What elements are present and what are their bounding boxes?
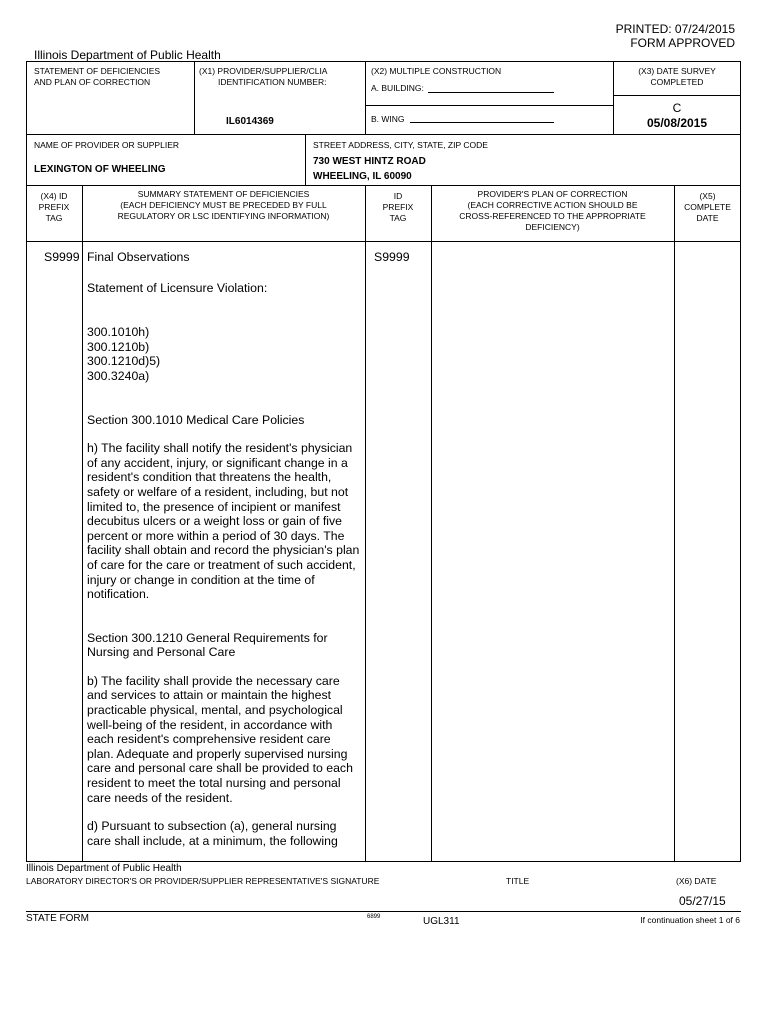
text-line: of care for the care or treatment of such accident, — [87, 557, 356, 572]
x6-date-value: 05/27/15 — [679, 894, 726, 908]
id-tag: S9999 — [374, 250, 410, 264]
provider-name-label: NAME OF PROVIDER OR SUPPLIER — [34, 140, 179, 150]
plan-label-3: CROSS-REFERENCED TO THE APPROPRIATE — [459, 211, 646, 221]
licensure-statement: Statement of Licensure Violation: — [87, 280, 268, 295]
code-item: 300.1210d)5) — [87, 354, 161, 369]
text-line: Nursing and Personal Care — [87, 645, 236, 660]
x2-label: (X2) MULTIPLE CONSTRUCTION — [371, 66, 502, 76]
address-label: STREET ADDRESS, CITY, STATE, ZIP CODE — [313, 140, 488, 150]
provider-name: LEXINGTON OF WHEELING — [34, 164, 166, 175]
plan-label-1: PROVIDER'S PLAN OF CORRECTION — [477, 189, 628, 199]
id-label-1: ID — [393, 191, 403, 201]
section-title: Section 300.1010 Medical Care Policies — [87, 412, 305, 427]
printed-date: PRINTED: 07/24/2015 — [615, 22, 735, 36]
text-line: care shall include, at a minimum, the following — [87, 833, 338, 848]
deficiency-text — [87, 250, 363, 848]
continuation-sheet: If continuation sheet 1 of 6 — [640, 915, 740, 925]
summary-label-3: REGULATORY OR LSC IDENTIFYING INFORMATION) — [117, 211, 330, 221]
x4-label-3: TAG — [45, 213, 63, 223]
agency-name: Illinois Department of Public Health — [34, 48, 221, 62]
paragraph-h — [87, 441, 363, 602]
signature-label: LABORATORY DIRECTOR'S OR PROVIDER/SUPPLIER REPRESENTATIVE'S SIGNATURE — [26, 876, 380, 886]
text-line: limited to, the presence of incipient or manifest — [87, 499, 341, 514]
title-label: TITLE — [506, 876, 530, 886]
x3-label-2: COMPLETED — [650, 77, 704, 87]
x5-label-1: (X5) — [699, 191, 716, 201]
footer-agency: Illinois Department of Public Health — [26, 863, 182, 874]
code-item: 300.1210b) — [87, 339, 150, 354]
id-label-2: PREFIX — [382, 202, 414, 212]
wing-label: B. WING — [371, 114, 405, 124]
code-list — [87, 325, 363, 383]
footer-rule — [26, 911, 741, 912]
event-id: UGL311 — [423, 916, 460, 927]
x3-code: C — [672, 101, 682, 115]
id-label-3: TAG — [389, 213, 407, 223]
section-title — [87, 631, 363, 660]
provider-id: IL6014369 — [226, 116, 274, 127]
x1-label-2: IDENTIFICATION NUMBER: — [218, 77, 327, 87]
address-line-2: WHEELING, IL 60090 — [313, 171, 412, 182]
summary-label-2: (EACH DEFICIENCY MUST BE PRECEDED BY FULL — [120, 200, 327, 210]
wing-line — [410, 122, 554, 123]
text-line: facility shall obtain and record the physician's plan — [87, 543, 360, 558]
x4-label-1: (X4) ID — [40, 191, 68, 201]
prefix-tag: S9999 — [44, 250, 80, 264]
text-line: of any accident, injury, or significant change in a — [87, 455, 348, 470]
plan-label-4: DEFICIENCY) — [525, 222, 580, 232]
text-line: well-being of the resident, in accordance with — [87, 717, 333, 732]
text-line: and services to attain or maintain the highest — [87, 688, 332, 703]
text-line: notification. — [87, 587, 150, 602]
text-line: care and personal care shall be provided to each — [87, 761, 353, 776]
code-item: 300.1010h) — [87, 325, 150, 340]
building-line — [428, 92, 554, 93]
x5-label-2: COMPLETE — [684, 202, 731, 212]
text-line: Section 300.1210 General Requirements for — [87, 630, 328, 645]
paragraph-b — [87, 674, 363, 805]
x3-label-1: (X3) DATE SURVEY — [638, 66, 716, 76]
text-line: percent or more within a period of 30 days. The — [87, 528, 345, 543]
text-line: h) The facility shall notify the resident's physician — [87, 441, 353, 456]
x1-label-1: (X1) PROVIDER/SUPPLIER/CLIA — [199, 66, 328, 76]
text-line: care needs of the resident. — [87, 790, 233, 805]
address-line-1: 730 WEST HINTZ ROAD — [313, 156, 426, 167]
text-line: safety or welfare of a resident, including, but not — [87, 484, 349, 499]
building-label: A. BUILDING: — [371, 83, 424, 93]
state-form-label: STATE FORM — [26, 913, 89, 924]
form-code: 6899 — [367, 914, 381, 920]
x4-label-2: PREFIX — [38, 202, 70, 212]
deficiency-title: Final Observations — [87, 250, 190, 264]
statement-label-2: AND PLAN OF CORRECTION — [34, 77, 151, 87]
statement-label-1: STATEMENT OF DEFICIENCIES — [34, 66, 161, 76]
text-line: resident to meet the total nursing and personal — [87, 776, 341, 791]
text-line: d) Pursuant to subsection (a), general nursing — [87, 819, 337, 834]
text-line: plan. Adequate and properly supervised nursing — [87, 746, 348, 761]
form-approved: FORM APPROVED — [630, 36, 735, 50]
code-item: 300.3240a) — [87, 368, 150, 383]
summary-label-1: SUMMARY STATEMENT OF DEFICIENCIES — [137, 189, 310, 199]
text-line: decubitus ulcers or a weight loss or gain of five — [87, 514, 342, 529]
x6-date-label: (X6) DATE — [676, 876, 717, 886]
plan-label-2: (EACH CORRECTIVE ACTION SHOULD BE — [467, 200, 638, 210]
text-line: each resident's comprehensive resident care — [87, 732, 331, 747]
paragraph-d — [87, 819, 363, 848]
x5-label-3: DATE — [696, 213, 719, 223]
text-line: injury or change in condition at the time of — [87, 572, 315, 587]
text-line: practicable physical, mental, and psychological — [87, 703, 343, 718]
x3-date: 05/08/2015 — [646, 116, 708, 130]
text-line: b) The facility shall provide the necessary care — [87, 673, 340, 688]
text-line: resident's condition that threatens the health, — [87, 470, 332, 485]
